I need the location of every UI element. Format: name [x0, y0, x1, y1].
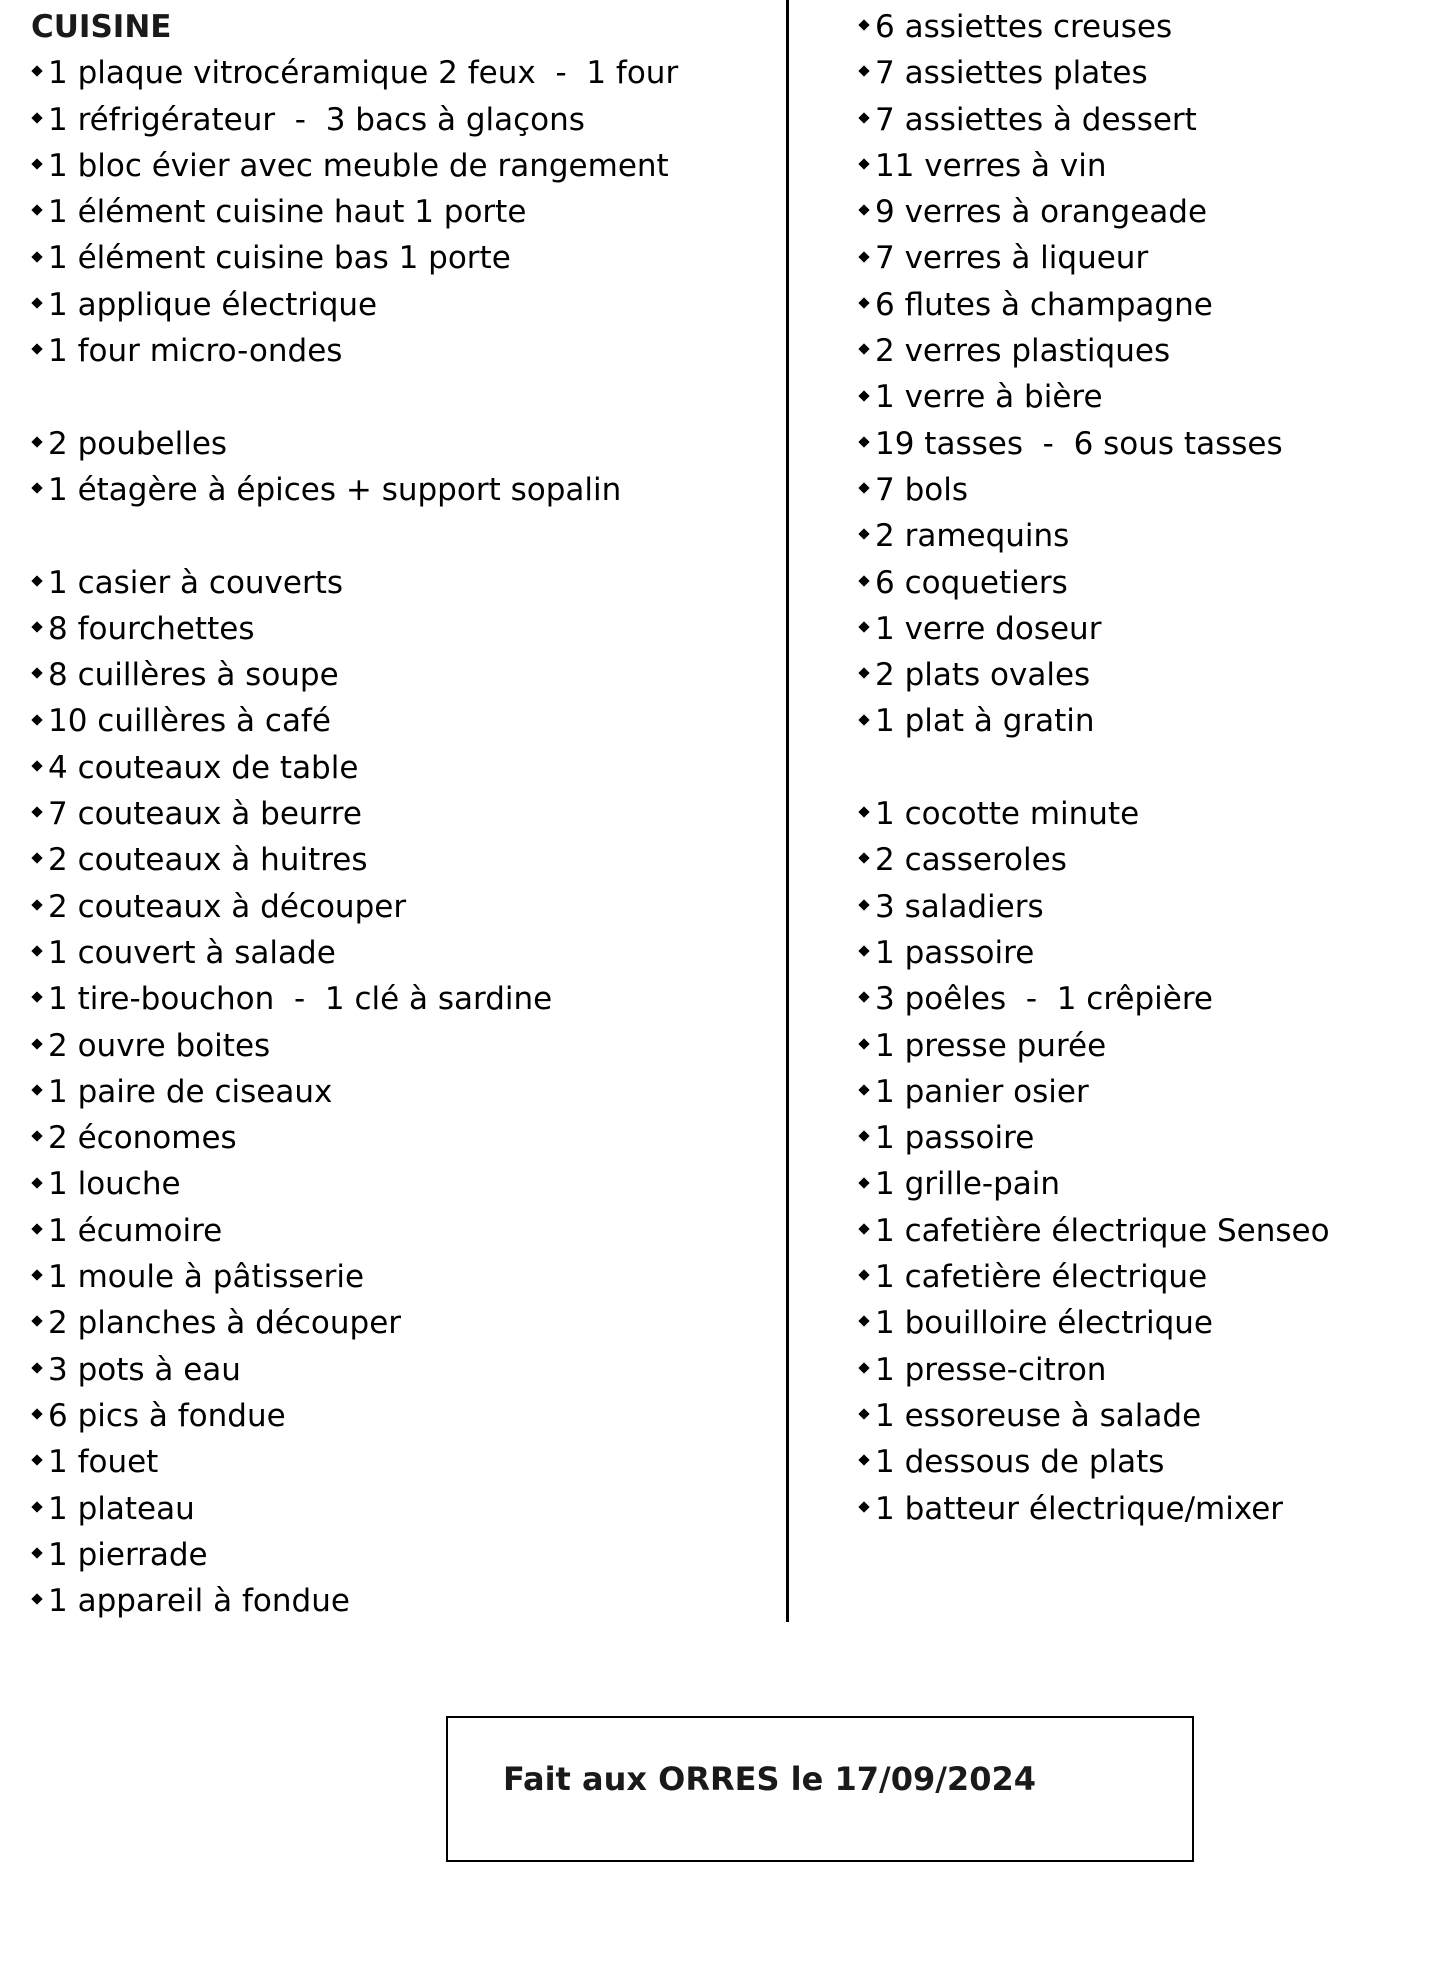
list-item-label: 1 presse purée	[875, 1027, 1107, 1064]
list-item	[31, 1208, 771, 1254]
list-item-label: 11 verres à vin	[875, 147, 1107, 184]
list-item	[31, 1300, 771, 1346]
blank-line	[31, 374, 771, 420]
list-item-label: 1 bloc évier avec meuble de rangement	[48, 147, 669, 184]
diamond-bullet-icon	[31, 297, 43, 309]
list-item-label: 1 four micro-ondes	[48, 333, 343, 370]
diamond-bullet-icon	[858, 991, 870, 1003]
diamond-bullet-icon	[31, 1269, 43, 1281]
list-item-label: 8 cuillères à soupe	[48, 657, 339, 694]
list-item-label: 2 économes	[48, 1120, 237, 1157]
list-item	[31, 235, 771, 281]
diamond-bullet-icon	[31, 1177, 43, 1189]
diamond-bullet-icon	[31, 343, 43, 355]
diamond-bullet-icon	[858, 204, 870, 216]
list-item	[858, 189, 1418, 235]
list-item	[31, 1161, 771, 1207]
list-item-label: 2 poubelles	[48, 425, 228, 462]
list-item-label: 1 paire de ciseaux	[48, 1073, 333, 1110]
list-item	[31, 560, 771, 606]
diamond-bullet-icon	[31, 1362, 43, 1374]
list-item	[858, 1486, 1418, 1532]
diamond-bullet-icon	[858, 1454, 870, 1466]
list-item-label: 1 passoire	[875, 934, 1035, 971]
diamond-bullet-icon	[31, 1593, 43, 1605]
footer-date-text: Fait aux ORRES le 17/09/2024	[503, 1760, 1036, 1798]
list-item-label: 1 verre doseur	[875, 610, 1102, 647]
list-item-label: 3 poêles - 1 crêpière	[875, 981, 1213, 1018]
list-item	[31, 189, 771, 235]
diamond-bullet-icon	[31, 760, 43, 772]
list-item	[858, 235, 1418, 281]
diamond-bullet-icon	[858, 1501, 870, 1513]
list-item-label: 7 bols	[875, 471, 968, 508]
list-item	[858, 513, 1418, 559]
list-item	[858, 560, 1418, 606]
diamond-bullet-icon	[31, 112, 43, 124]
diamond-bullet-icon	[858, 1223, 870, 1235]
list-item	[31, 976, 771, 1022]
list-item-label: 4 couteaux de table	[48, 749, 359, 786]
list-item-label: 2 ramequins	[875, 518, 1070, 555]
diamond-bullet-icon	[31, 1223, 43, 1235]
diamond-bullet-icon	[858, 1084, 870, 1096]
list-item-label: 1 cocotte minute	[875, 796, 1140, 833]
diamond-bullet-icon	[858, 899, 870, 911]
list-item-label: 2 ouvre boites	[48, 1027, 271, 1064]
left-inventory-list	[31, 50, 771, 1624]
diamond-bullet-icon	[858, 251, 870, 263]
section-heading: CUISINE	[31, 9, 172, 45]
diamond-bullet-icon	[858, 65, 870, 77]
diamond-bullet-icon	[31, 1084, 43, 1096]
right-column	[858, 4, 1418, 1532]
list-item-label: 1 écumoire	[48, 1212, 223, 1249]
list-item	[31, 97, 771, 143]
diamond-bullet-icon	[31, 1130, 43, 1142]
list-item-label: 1 louche	[48, 1166, 181, 1203]
list-item	[858, 1161, 1418, 1207]
list-item	[858, 652, 1418, 698]
left-column	[31, 4, 771, 1624]
list-item	[31, 791, 771, 837]
diamond-bullet-icon	[31, 667, 43, 679]
list-item	[858, 698, 1418, 744]
list-item-label: 2 plats ovales	[875, 657, 1091, 694]
list-item-label: 2 couteaux à huitres	[48, 842, 368, 879]
list-item	[858, 328, 1418, 374]
list-item-label: 7 verres à liqueur	[875, 240, 1149, 277]
list-item-label: 1 cafetière électrique	[875, 1259, 1208, 1296]
list-item-label: 7 couteaux à beurre	[48, 796, 362, 833]
diamond-bullet-icon	[858, 1362, 870, 1374]
list-item-label: 1 plaque vitrocéramique 2 feux - 1 four	[48, 55, 679, 92]
list-item	[31, 930, 771, 976]
list-item-label: 8 fourchettes	[48, 610, 255, 647]
diamond-bullet-icon	[31, 806, 43, 818]
list-item-label: 1 grille-pain	[875, 1166, 1061, 1203]
diamond-bullet-icon	[31, 204, 43, 216]
list-item	[31, 1486, 771, 1532]
list-item	[858, 282, 1418, 328]
diamond-bullet-icon	[858, 528, 870, 540]
diamond-bullet-icon	[858, 667, 870, 679]
list-item-label: 1 couvert à salade	[48, 934, 336, 971]
list-item-label: 1 verre à bière	[875, 379, 1103, 416]
list-item	[858, 930, 1418, 976]
right-inventory-list	[858, 4, 1418, 1532]
diamond-bullet-icon	[858, 714, 870, 726]
list-item-label: 6 flutes à champagne	[875, 286, 1213, 323]
list-item-label: 1 tire-bouchon - 1 clé à sardine	[48, 981, 553, 1018]
list-item	[858, 1393, 1418, 1439]
list-item	[31, 1439, 771, 1485]
diamond-bullet-icon	[31, 1408, 43, 1420]
diamond-bullet-icon	[31, 852, 43, 864]
list-item	[858, 791, 1418, 837]
list-item-label: 7 assiettes à dessert	[875, 101, 1197, 138]
list-item	[858, 1115, 1418, 1161]
diamond-bullet-icon	[858, 19, 870, 31]
list-item	[31, 1532, 771, 1578]
signature-box	[446, 1716, 1194, 1862]
diamond-bullet-icon	[858, 621, 870, 633]
diamond-bullet-icon	[31, 436, 43, 448]
list-item-label: 19 tasses - 6 sous tasses	[875, 425, 1283, 462]
diamond-bullet-icon	[31, 899, 43, 911]
list-item-label: 3 pots à eau	[48, 1351, 241, 1388]
list-item-label: 1 panier osier	[875, 1073, 1089, 1110]
diamond-bullet-icon	[31, 714, 43, 726]
list-item	[31, 606, 771, 652]
diamond-bullet-icon	[31, 621, 43, 633]
diamond-bullet-icon	[858, 390, 870, 402]
list-item	[31, 1115, 771, 1161]
list-item	[858, 143, 1418, 189]
list-item	[858, 1300, 1418, 1346]
list-item-label: 6 assiettes creuses	[875, 9, 1173, 45]
list-item-label: 1 presse-citron	[875, 1351, 1107, 1388]
list-item	[858, 50, 1418, 96]
diamond-bullet-icon	[31, 251, 43, 263]
list-item	[31, 745, 771, 791]
list-item	[858, 606, 1418, 652]
list-item-label: 1 pierrade	[48, 1536, 208, 1573]
diamond-bullet-icon	[858, 158, 870, 170]
diamond-bullet-icon	[31, 1454, 43, 1466]
list-item-label: 1 moule à pâtisserie	[48, 1259, 365, 1296]
list-item-label: 1 applique électrique	[48, 286, 378, 323]
list-item-label: 1 plat à gratin	[875, 703, 1095, 740]
list-item-label: 1 casier à couverts	[48, 564, 344, 601]
list-item-label: 2 verres plastiques	[875, 333, 1171, 370]
diamond-bullet-icon	[31, 1547, 43, 1559]
blank-line	[31, 513, 771, 559]
list-item-label: 3 saladiers	[875, 888, 1044, 925]
diamond-bullet-icon	[858, 297, 870, 309]
diamond-bullet-icon	[858, 436, 870, 448]
list-item-label: 9 verres à orangeade	[875, 194, 1208, 231]
list-item	[858, 467, 1418, 513]
diamond-bullet-icon	[858, 806, 870, 818]
list-item	[31, 467, 771, 513]
list-item-label: 1 batteur électrique/mixer	[875, 1490, 1284, 1527]
diamond-bullet-icon	[858, 852, 870, 864]
column-divider	[786, 0, 789, 1622]
blank-line	[858, 745, 1418, 791]
diamond-bullet-icon	[31, 1315, 43, 1327]
list-item	[858, 884, 1418, 930]
list-item	[858, 837, 1418, 883]
list-item	[31, 282, 771, 328]
list-item-label: 1 dessous de plats	[875, 1444, 1165, 1481]
diamond-bullet-icon	[31, 1038, 43, 1050]
list-item-label: 1 plateau	[48, 1490, 195, 1527]
list-item	[858, 97, 1418, 143]
diamond-bullet-icon	[858, 112, 870, 124]
list-item-label: 10 cuillères à café	[48, 703, 331, 740]
diamond-bullet-icon	[858, 1269, 870, 1281]
diamond-bullet-icon	[31, 1501, 43, 1513]
diamond-bullet-icon	[858, 343, 870, 355]
list-item-label: 2 casseroles	[875, 842, 1067, 879]
list-item	[858, 1208, 1418, 1254]
list-item	[858, 421, 1418, 467]
list-item	[858, 976, 1418, 1022]
diamond-bullet-icon	[858, 1177, 870, 1189]
list-item	[31, 837, 771, 883]
list-item	[31, 1254, 771, 1300]
list-item	[31, 1023, 771, 1069]
list-item-label: 6 pics à fondue	[48, 1397, 286, 1434]
list-item	[31, 698, 771, 744]
diamond-bullet-icon	[858, 1038, 870, 1050]
list-item-label: 2 couteaux à découper	[48, 888, 407, 925]
diamond-bullet-icon	[31, 991, 43, 1003]
list-item-label: 1 étagère à épices + support sopalin	[48, 471, 622, 508]
list-item-label: 2 planches à découper	[48, 1305, 402, 1342]
list-item-label: 1 bouilloire électrique	[875, 1305, 1213, 1342]
diamond-bullet-icon	[31, 158, 43, 170]
diamond-bullet-icon	[31, 945, 43, 957]
list-item	[858, 1069, 1418, 1115]
list-item-label: 1 passoire	[875, 1120, 1035, 1157]
list-item	[31, 50, 771, 96]
list-item-label: 1 appareil à fondue	[48, 1583, 350, 1620]
list-item-label: 6 coquetiers	[875, 564, 1068, 601]
diamond-bullet-icon	[31, 575, 43, 587]
list-item	[31, 884, 771, 930]
list-item-label: 7 assiettes plates	[875, 55, 1148, 92]
list-item	[31, 421, 771, 467]
diamond-bullet-icon	[31, 482, 43, 494]
list-item-label: 1 cafetière électrique Senseo	[875, 1212, 1330, 1249]
list-item	[858, 4, 1418, 50]
diamond-bullet-icon	[858, 575, 870, 587]
list-item	[31, 328, 771, 374]
diamond-bullet-icon	[858, 945, 870, 957]
list-item	[858, 374, 1418, 420]
list-item	[858, 1254, 1418, 1300]
list-item	[858, 1439, 1418, 1485]
list-item-label: 1 élément cuisine bas 1 porte	[48, 240, 511, 277]
list-item	[858, 1347, 1418, 1393]
list-item-label: 1 élément cuisine haut 1 porte	[48, 194, 527, 231]
list-item	[31, 1069, 771, 1115]
diamond-bullet-icon	[858, 482, 870, 494]
diamond-bullet-icon	[858, 1315, 870, 1327]
list-item	[31, 1578, 771, 1624]
list-item-label: 1 réfrigérateur - 3 bacs à glaçons	[48, 101, 585, 138]
diamond-bullet-icon	[858, 1408, 870, 1420]
diamond-bullet-icon	[31, 65, 43, 77]
list-item	[31, 1393, 771, 1439]
list-item	[31, 652, 771, 698]
list-item	[858, 1023, 1418, 1069]
diamond-bullet-icon	[858, 1130, 870, 1142]
list-item-label: 1 fouet	[48, 1444, 159, 1481]
list-item-label: 1 essoreuse à salade	[875, 1397, 1202, 1434]
list-item	[31, 143, 771, 189]
list-item	[31, 1347, 771, 1393]
